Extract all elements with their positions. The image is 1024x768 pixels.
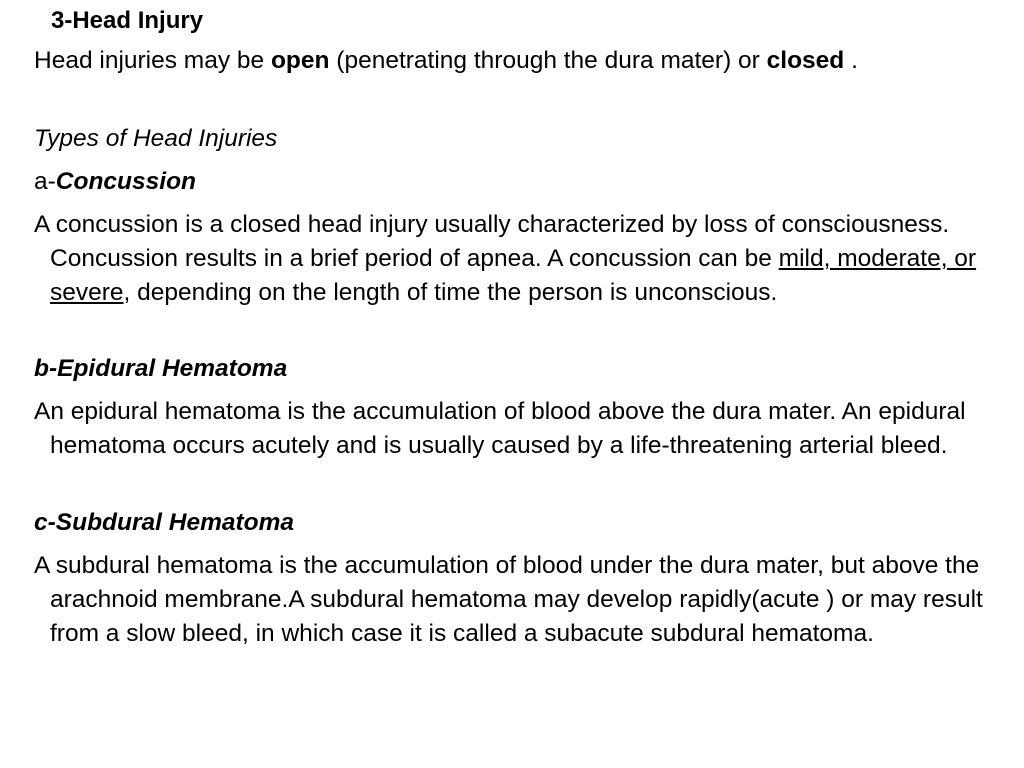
concussion-title: Concussion (55, 168, 197, 195)
slide-title: 3-Head Injury (51, 7, 204, 34)
intro-paragraph (34, 44, 1016, 78)
intro-text-pre: Head injuries may be (34, 47, 271, 74)
intro-text-mid: (penetrating through the dura mater) or (329, 47, 767, 74)
epidural-paragraph: An epidural hematoma is the accumulation of blood above the dura mater. An epidural hematoma occurs acutely and is usually caused by a life-threatening arterial bleed. (34, 398, 966, 459)
epidural-heading: b-Epidural Hematoma (34, 355, 288, 382)
intro-closed-term: closed (766, 47, 845, 74)
intro-text-post: . (844, 47, 858, 74)
types-heading: Types of Head Injuries (34, 125, 278, 152)
concussion-severity-underlined: mild, moderate, or severe (50, 245, 977, 306)
concussion-text-post: , depending on the length of time the person is unconscious. (123, 279, 778, 306)
subdural-heading: c-Subdural Hematoma (34, 509, 295, 536)
intro-open-term: open (270, 47, 330, 74)
concussion-prefix: a- (34, 168, 56, 195)
concussion-paragraph (34, 208, 1016, 310)
concussion-text-pre: A concussion is a closed head injury usually characterized by loss of consciousness. Concussion results in a brief period of apnea. A concussion can be (34, 211, 950, 272)
concussion-heading (34, 165, 1016, 199)
subdural-paragraph: A subdural hematoma is the accumulation of blood under the dura mater, but above the arachnoid membrane.A subdural hematoma may develop rapidly(acute ) or may result from a slow bleed, in which case it is called a subacute subdural hematoma. (34, 552, 983, 647)
